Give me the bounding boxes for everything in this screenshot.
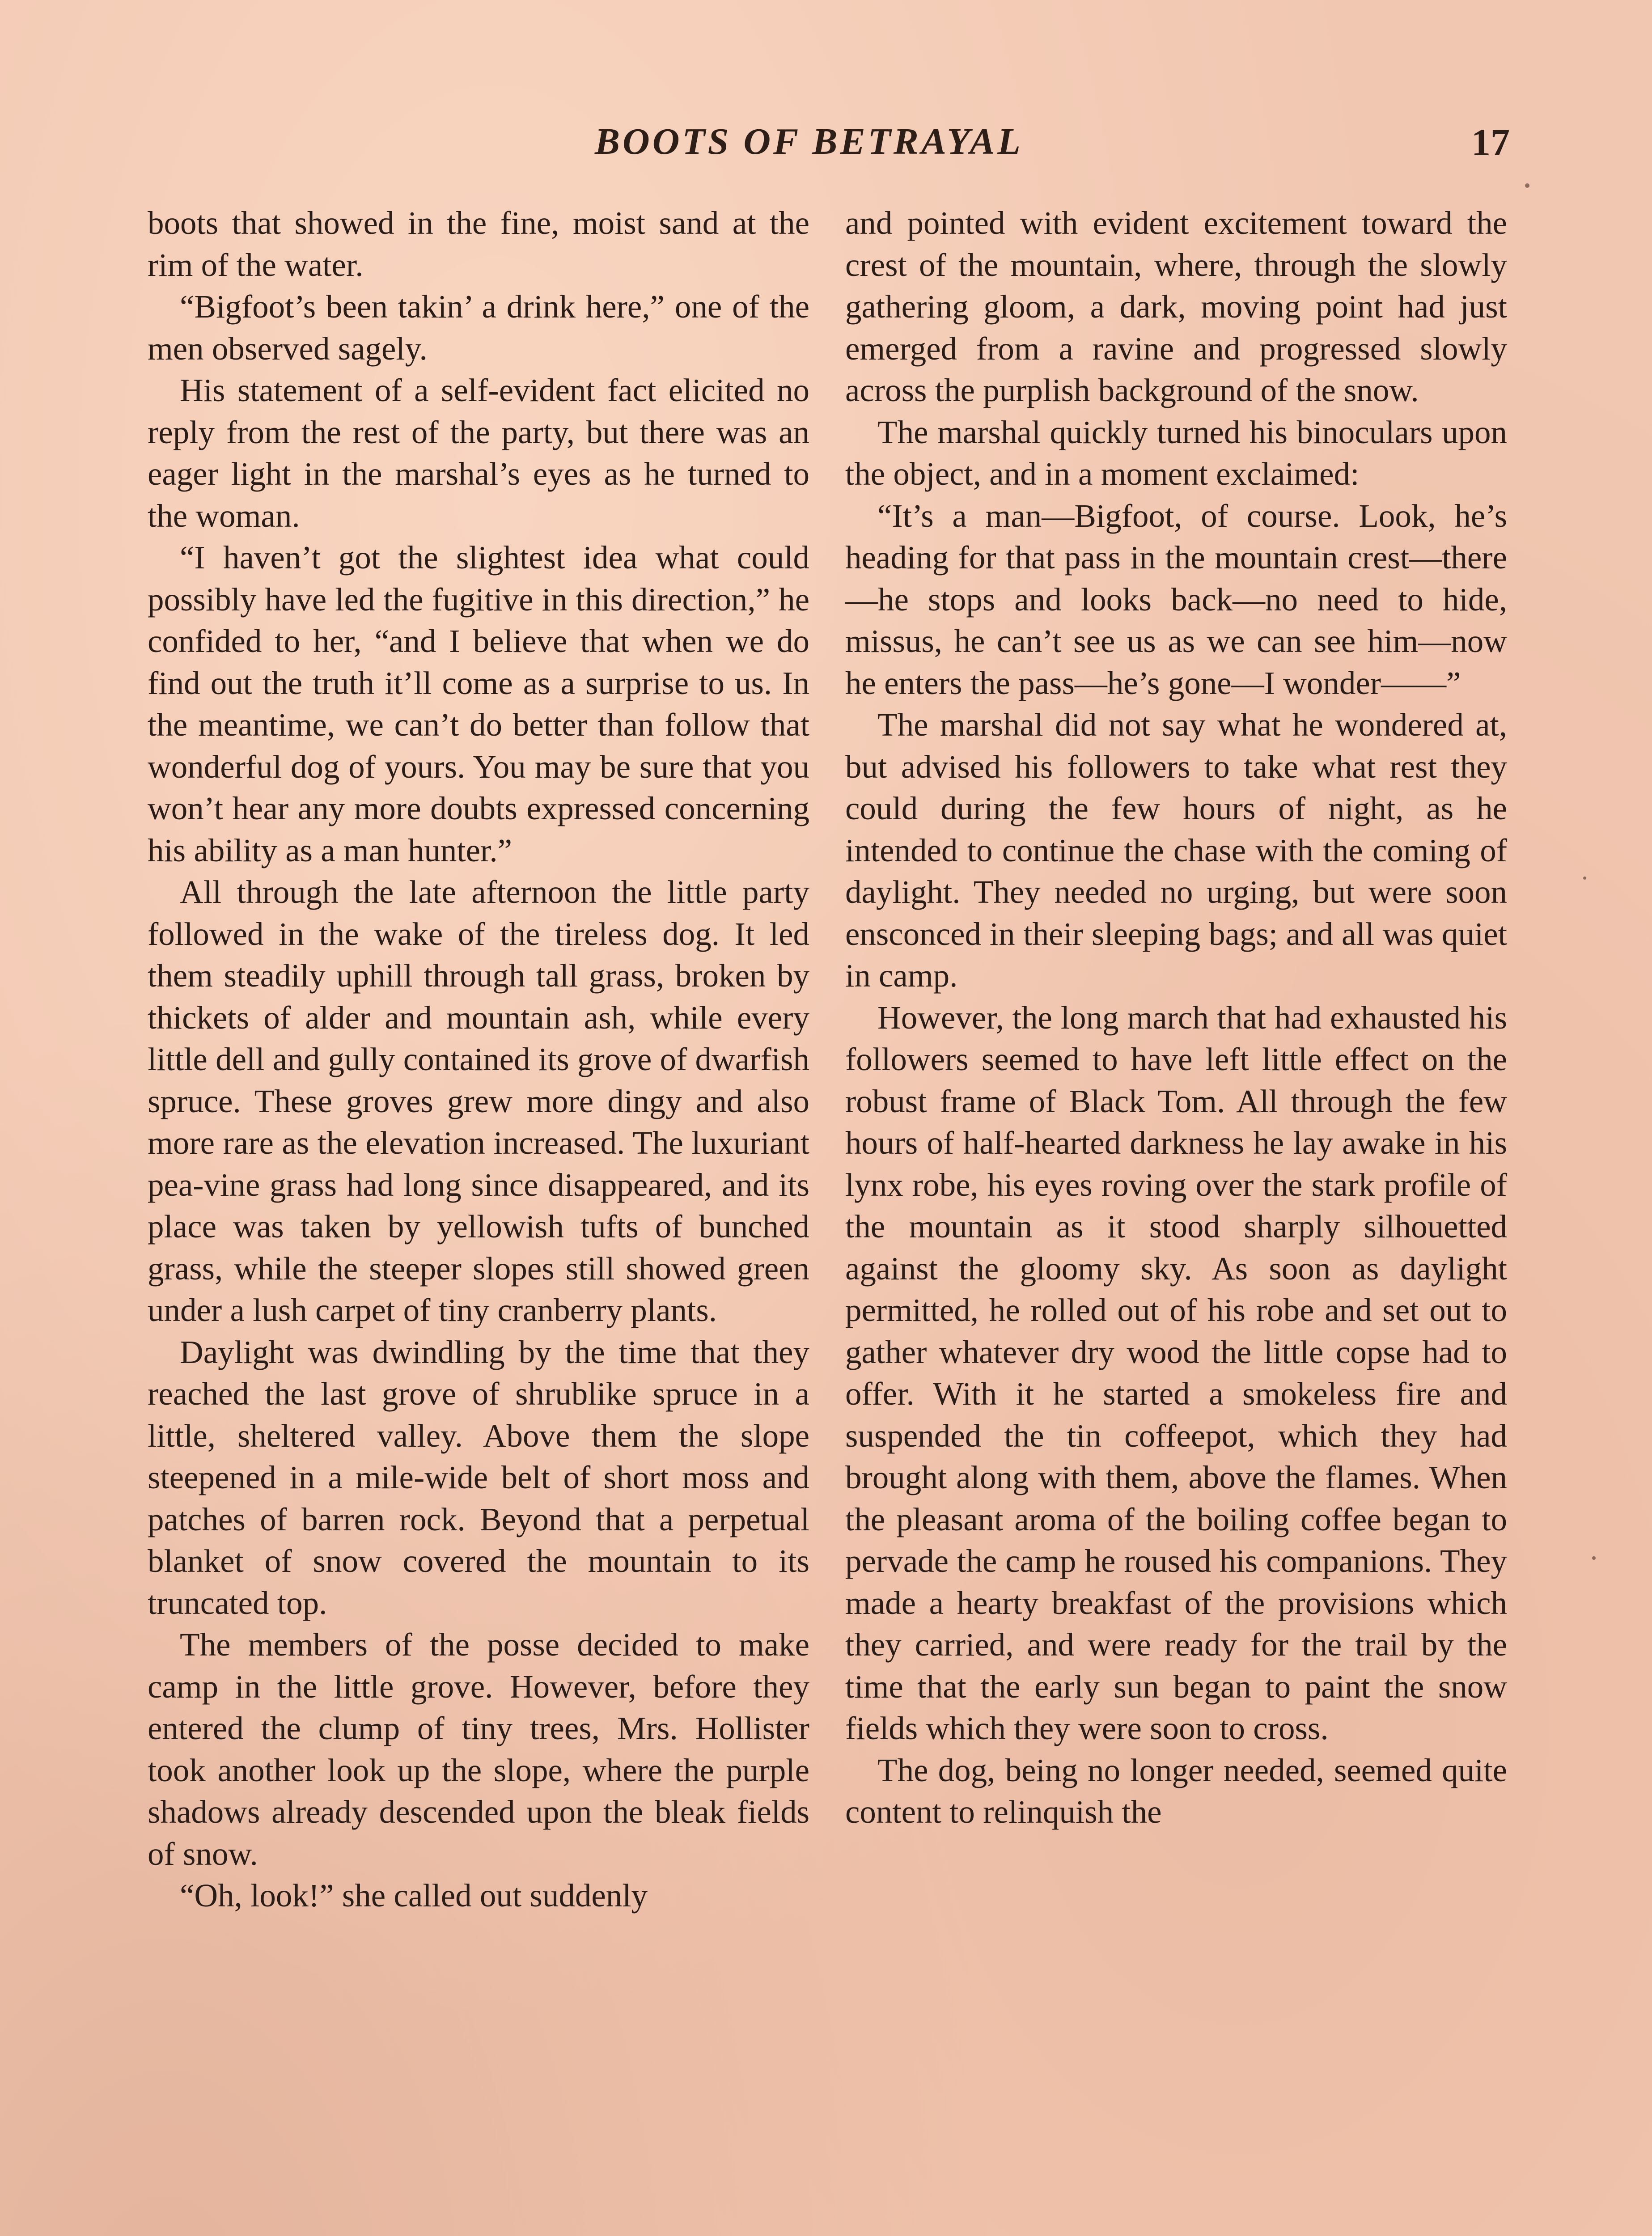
paragraph: and pointed with evident excitement toward the crest of the mountain, where, through the slowly gathering gloom, a dark, moving point had just emerged from a ravine and progressed slowly across the purplish background of the snow. xyxy=(845,205,1507,408)
paragraph: “Oh, look!” she called out suddenly xyxy=(180,1877,648,1914)
paragraph: All through the late afternoon the little party followed in the wake of the tireless dog. It led them steadily uphill through tall grass, broken by thickets of alder and mountain ash, while every little dell and gully contained its grove of dwarfish spruce. These groves grew more dingy and also more rare as the elevation increased. The luxuriant pea-vine grass had long since disappeared, and its place was taken by yellowish tufts of bunched grass, while the steeper slopes still showed green under a lush carpet of tiny cranberry plants. xyxy=(148,874,809,1328)
paragraph: boots that showed in the fine, moist sand at the rim of the water. xyxy=(148,205,809,283)
paragraph: “It’s a man—Bigfoot, of course. Look, he’s heading for that pass in the mountain crest—there—he stops and looks back—no need to hide, missus, he can’t see us as we can see him—now he enters the pass—he’s gone—I wonder——” xyxy=(845,497,1507,701)
paragraph: However, the long march that had exhausted his followers seemed to have left little effect on the robust frame of Black Tom. All through the few hours of half-hearted darkness he lay awake in his lynx robe, his eyes roving over the stark profile of the mountain as it stood sharply silhouetted against the gloomy sky. As soon as daylight permitted, he rolled out of his robe and set out to gather whatever dry wood the little copse had to offer. With it he started a smokeless fire and suspended the tin coffeepot, which they had brought along with them, above the flames. When the pleasant aroma of the boiling coffee began to pervade the camp he roused his companions. They made a hearty breakfast of the provisions which they carried, and were ready for the trail by the time that the early sun began to paint the snow fields which they were soon to cross. xyxy=(845,999,1507,1746)
page-number: 17 xyxy=(1471,121,1510,164)
paragraph: His statement of a self-evident fact elicited no reply from the rest of the party, but there was an eager light in the marshal’s eyes as he turned to the woman. xyxy=(148,372,809,534)
paragraph: The marshal quickly turned his binoculars upon the object, and in a moment exclaimed: xyxy=(845,414,1507,492)
paragraph: “I haven’t got the slightest idea what could possibly have led the fugitive in this direction,” he confided to her, “and I believe that when we do find out the truth it’ll come as a surprise to us. In the meantime, we can’t do better than follow that wonderful dog of yours. You may be sure that you won’t hear any more doubts expressed concerning his ability as a man hunter.” xyxy=(148,539,809,868)
running-title: BOOTS OF BETRAYAL xyxy=(595,121,1023,162)
paragraph: The members of the posse decided to make camp in the little grove. However, before they entered the clump of tiny trees, Mrs. Hollister took another look up the slope, where the purple shadows already descended upon the bleak fields of snow. xyxy=(148,1626,809,1872)
paper-speck xyxy=(1525,183,1529,188)
paper-speck xyxy=(1583,877,1586,880)
paragraph: Daylight was dwindling by the time that they reached the last grove of shrublike spruce in a little, sheltered valley. Above them the slope steepened in a mile-wide belt of short moss and patches of barren rock. Beyond that a perpetual blanket of snow covered the mountain to its truncated top. xyxy=(148,1334,809,1621)
paragraph: “Bigfoot’s been takin’ a drink here,” one of the men observed sagely. xyxy=(148,288,809,367)
paragraph: The dog, being no longer needed, seemed quite content to relinquish the xyxy=(845,1752,1507,1830)
paragraph: The marshal did not say what he wondered at, but advised his followers to take what rest they could during the few hours of night, as he intended to continue the chase with the coming of daylight. They needed no urging, but were soon ensconced in their sleeping bags; and all was quiet in camp. xyxy=(845,707,1507,994)
right-column xyxy=(845,202,1507,1833)
paper-speck xyxy=(1592,1556,1596,1560)
left-column xyxy=(148,202,809,1917)
